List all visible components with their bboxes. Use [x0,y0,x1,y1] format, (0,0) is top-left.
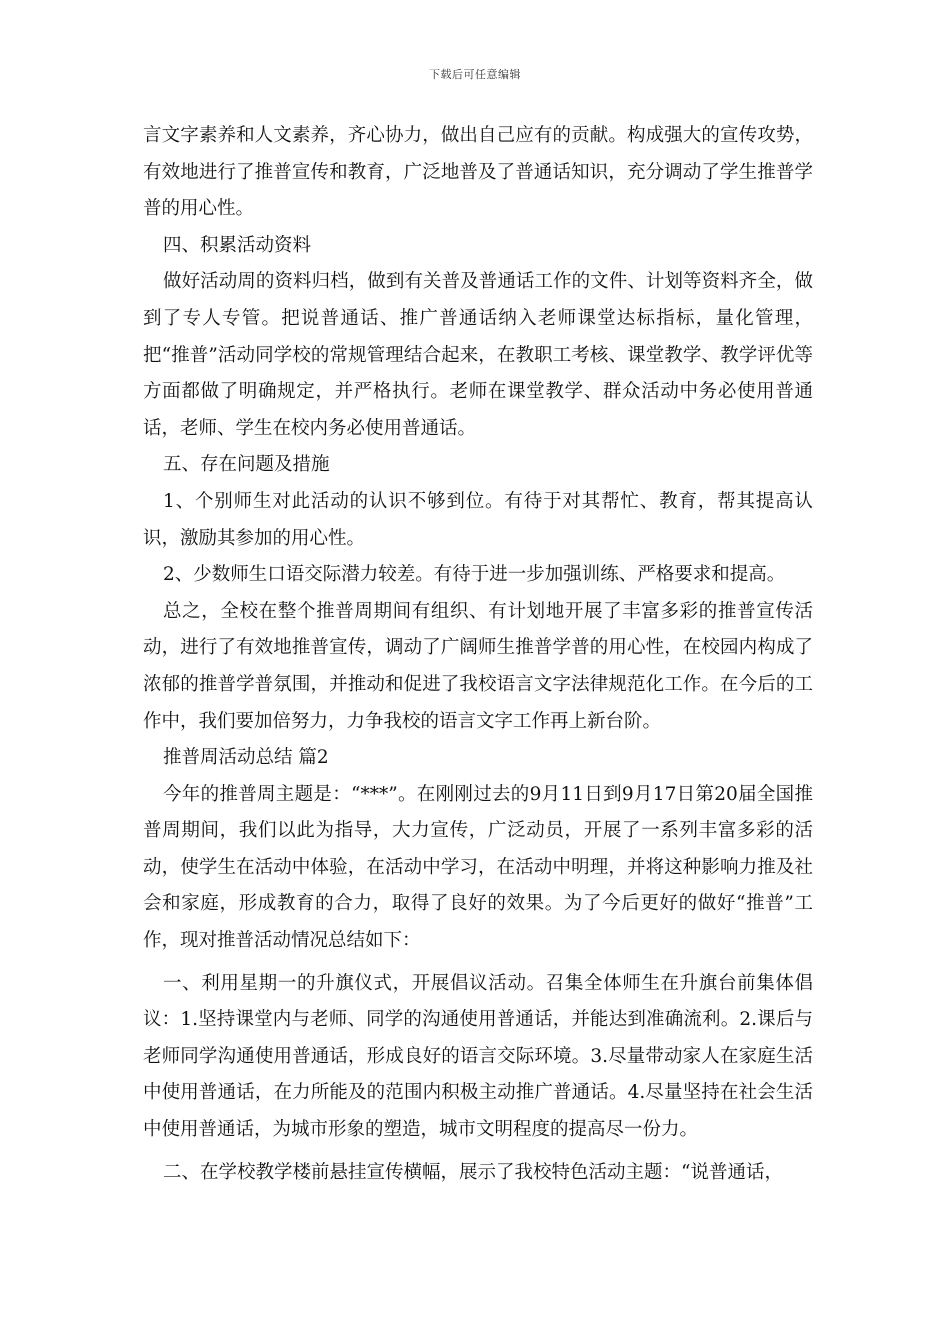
section-heading-4: 四、积累活动资料 [163,234,312,256]
section-heading-5: 五、存在问题及措施 [163,454,330,476]
paragraph-item-2: 二、在学校教学楼前悬挂宣传横幅，展示了我校特色活动主题：“说普通话， [163,1161,783,1183]
paragraph-issue-2: 2、少数师生口语交际潜力较差。有待于进一步加强训练、严格要求和提高。 [163,564,786,586]
paragraph-archiving: 做好活动周的资料归档，做到有关普及普通话工作的文件、计划等资料齐全，做到了专人专管。把说普通话、推广普通话纳入老师课堂达标指标，量化管理，把“推普”活动同学校的常规管理结合起来，在教职工考核、课堂教学、教学评优等方面都做了明确规定，并严格执行。老师在课堂教学、群众活动中务必使用普通话，老师、学生在校内务必使用普通话。 [143,271,813,439]
paragraph-continuation: 言文字素养和人文素养，齐心协力，做出自己应有的贡献。构成强大的宣传攻势，有效地进行了推普宣传和教育，广泛地普及了普通话知识，充分调动了学生推普学普的用心性。 [143,125,813,220]
paragraph-intro: 今年的推普周主题是：“***”。在刚刚过去的9月11日到9月17日第20届全国推普周期间，我们以此为指导，大力宣传，广泛动员，开展了一系列丰富多彩的活动，使学生在活动中体验，在活动中学习，在活动中明理，并将这种影响力推及社会和家庭，形成教育的合力，取得了良好的效果。为了今后更好的做好“推普”工作，现对推普活动情况总结如下： [143,783,813,952]
paragraph-issue-1: 1、个别师生对此活动的认识不够到位。有待于对其帮忙、教育，帮其提高认识，激励其参加的用心性。 [143,490,813,549]
paragraph-conclusion: 总之，全校在整个推普周期间有组织、有计划地开展了丰富多彩的推普宣传活动，进行了有效地推普宣传，调动了广阔师生推普学普的用心性，在校园内构成了浓郁的推普学普氛围，并推动和促进了我校语言文字法律规范化工作。在今后的工作中，我们要加倍努力，力争我校的语言文字工作再上新台阶。 [143,600,813,732]
page-header: 下载后可任意编辑 [429,68,521,81]
document-body [143,118,813,1191]
article-title-2: 推普周活动总结 篇2 [163,747,329,769]
paragraph-item-1: 一、利用星期一的升旗仪式，开展倡议活动。召集全体师生在升旗台前集体倡议：1.坚持课堂内与老师、同学的沟通使用普通话，并能达到准确流利。2.课后与老师同学沟通使用普通话，形成良好的语言交际环境。3.尽量带动家人在家庭生活中使用普通话，在力所能及的范围内积极主动推广普通话。4.尽量坚持在社会生活中使用普通话，为城市形象的塑造，城市文明程度的提高尽一份力。 [143,972,813,1141]
